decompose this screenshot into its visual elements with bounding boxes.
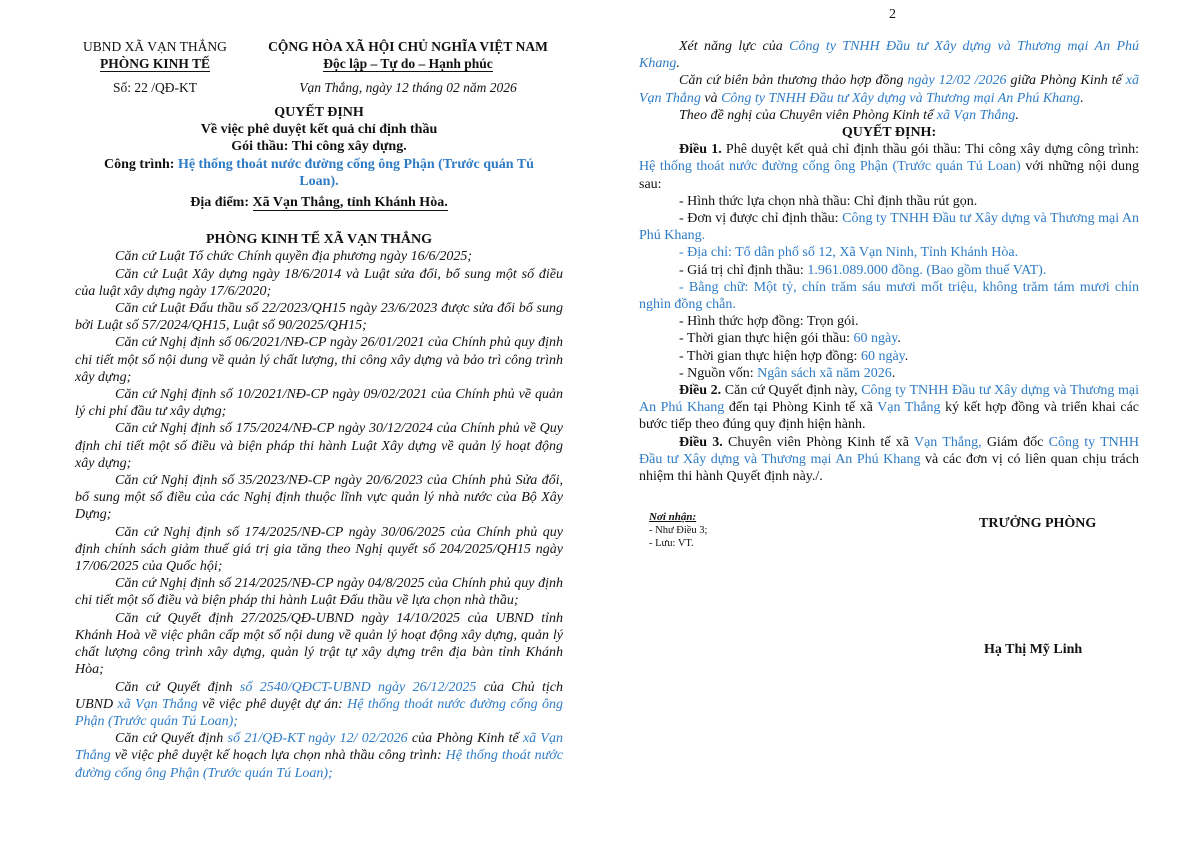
nation-name: CỘNG HÒA XÃ HỘI CHỦ NGHĨA VIỆT NAM <box>268 39 548 54</box>
basis-item: Căn cứ Nghị định số 35/2023/NĐ-CP ngày 20/6/2023 của Chính phủ Sửa đổi, bổ sung một số điều của các Nghị định thuộc lĩnh vực quản lý nhà nước của Bộ Xây Dựng; <box>75 473 563 523</box>
project-name: Hệ thống thoát nước đường cống ông Phận (Trước quán Tú Loan). <box>177 156 534 189</box>
minutes-basis: Căn cứ biên bản thương thảo hợp đồng ngày 12/02 /2026 giữa Phòng Kinh tế xã Vạn Thắng và Công ty TNHH Đầu tư Xây dựng và Thương mại An Phú Khang. <box>639 73 1139 106</box>
agency-block <box>75 38 235 97</box>
location-line: Địa điểm: Xã Vạn Thắng, tỉnh Khánh Hòa. <box>190 195 448 211</box>
basis-item: Căn cứ Luật Đấu thầu số 22/2023/QH15 ngày 23/6/2023 được sửa đổi bổ sung bởi Luật số 57/2024/QH15, Luật số 90/2025/QH15; <box>75 301 563 334</box>
doc-subject: Về việc phê duyệt kết quả chỉ định thầu <box>200 122 438 138</box>
recipient-item: - Lưu: VT. <box>649 538 694 550</box>
signer-name: Hạ Thị Mỹ Linh <box>984 642 1083 658</box>
basis-item-21: Căn cứ Quyết định số 21/QĐ-KT ngày 12/ 02/2026 của Phòng Kinh tế xã Vạn Thắng về việc phê duyệt kế hoạch lựa chọn nhà thầu công trình: Hệ thống thoát nước đường cống ông Phận (Trước quán Tú Loan); <box>75 731 563 781</box>
basis-item-2540: Căn cứ Quyết định số 2540/QĐCT-UBND ngày 26/12/2025 của Chủ tịch UBND xã Vạn Thắng về việc phê duyệt dự án: Hệ thống thoát nước đường cống ông Phận (Trước quán Tú Loan); <box>75 679 563 729</box>
signature-section <box>639 511 1139 671</box>
recipient-item: - Như Điều 3; <box>649 525 708 537</box>
left-page <box>75 0 563 782</box>
right-page <box>639 38 1139 671</box>
legal-bases <box>75 248 563 781</box>
contractor: - Đơn vị được chỉ định thầu: Công ty TNHH Đầu tư Xây dựng và Thương mại An Phú Khang. <box>639 211 1140 244</box>
recipients-title: Nơi nhận: <box>649 511 697 524</box>
project-line: Công trình: Hệ thống thoát nước đường cống ông Phận (Trước quán Tú Loan). <box>104 156 534 189</box>
page-number: 2 <box>889 7 896 22</box>
basis-item: Căn cứ Nghị định số 10/2021/NĐ-CP ngày 09/02/2021 của Chính phủ về quản lý chi phí đầu tư xây dựng; <box>75 387 563 420</box>
contract-duration: - Thời gian thực hiện hợp đồng: 60 ngày. <box>679 348 909 364</box>
nation-block <box>258 38 558 97</box>
basis-item: Căn cứ Nghị định số 06/2021/NĐ-CP ngày 26/01/2021 của Chính phủ quy định chi tiết một số nội dung về quản lý chất lượng, thi công xây dựng và bảo trì công trình xây dựng; <box>75 335 563 385</box>
capacity-basis: Xét năng lực của Công ty TNHH Đầu tư Xây dựng và Thương mại An Phú Khang. <box>639 39 1140 72</box>
department-name: PHÒNG KINH TẾ <box>99 56 211 72</box>
funding-source: - Nguồn vốn: Ngân sách xã năm 2026. <box>679 365 896 381</box>
document-header <box>75 38 563 134</box>
place-date: Vạn Thắng, ngày 12 tháng 02 năm 2026 <box>299 80 517 96</box>
value-in-words: - Bằng chữ: Một tỷ, chín trăm sáu mươi mốt triệu, không trăm tám mươi chín nghìn đồng chẵn. <box>639 279 1139 313</box>
contractor-address: - Địa chỉ: Tổ dân phố số 12, Xã Vạn Ninh, Tỉnh Khánh Hòa. <box>679 245 1019 261</box>
basis-item: Căn cứ Nghị định số 175/2024/NĐ-CP ngày 30/12/2024 của Chính phủ về Quy định chi tiết một số điều và biện pháp thi hành Luật Xây dựng về quản lý hoạt động xây dựng; <box>75 421 563 471</box>
basis-item: Căn cứ Luật Xây dựng ngày 18/6/2014 và Luật sửa đổi, bổ sung một số điều của luật xây dựng ngày 17/6/2020; <box>75 266 563 299</box>
package-name: Gói thầu: Thi công xây dựng. <box>231 139 407 155</box>
location: Xã Vạn Thắng, tỉnh Khánh Hòa. <box>252 195 448 211</box>
contract-value: - Giá trị chỉ định thầu: 1.961.089.000 đồng. (Bao gồm thuế VAT). <box>679 262 1047 278</box>
article-1: Điều 1. Phê duyệt kết quả chỉ định thầu gói thầu: Thi công xây dựng công trình: Hệ thống thoát nước đường cống ông Phận (Trước quán Tú Loan) với những nội dung sau: <box>639 142 1140 192</box>
decide-heading: QUYẾT ĐỊNH: <box>841 125 937 141</box>
national-motto: Độc lập – Tự do – Hạnh phúc <box>323 56 493 72</box>
article-3: Điều 3. Chuyên viên Phòng Kinh tế xã Vạn Thắng, Giám đốc Công ty TNHH Đầu tư Xây dựng và Thương mại An Phú Khang và các đơn vị có liên quan chịu trách nhiệm thi hành Quyết định này./. <box>639 434 1139 485</box>
article-2: Điều 2. Căn cứ Quyết định này, Công ty TNHH Đầu tư Xây dựng và Thương mại An Phú Khang đến tại Phòng Kinh tế xã Vạn Thắng ký kết hợp đồng và triển khai các bước tiếp theo đúng quy định hiện hành. <box>639 383 1139 433</box>
doc-type: QUYẾT ĐỊNH <box>274 105 364 120</box>
contract-form: - Hình thức hợp đồng: Trọn gói. <box>679 314 859 330</box>
document-number: Số: 22 /QĐ-KT <box>113 80 197 96</box>
selection-form: - Hình thức lựa chọn nhà thầu: Chỉ định thầu rút gọn. <box>679 193 978 209</box>
package-duration: - Thời gian thực hiện gói thầu: 60 ngày. <box>679 331 901 347</box>
basis-item: Căn cứ Luật Tổ chức Chính quyền địa phương ngày 16/6/2025; <box>115 249 473 265</box>
chief-title: TRƯỞNG PHÒNG <box>979 516 1097 532</box>
basis-item: Căn cứ Nghị định số 174/2025/NĐ-CP ngày 30/06/2025 của Chính phủ quy định chính sách giảm thuế giá trị gia tăng theo Nghị quyết số 204/2025/QH15 ngày 17/06/2025 của Quốc hội; <box>75 524 563 575</box>
basis-item: Căn cứ Quyết định 27/2025/QĐ-UBND ngày 14/10/2025 của UBND tỉnh Khánh Hoà về việc phân cấp một số nội dung về quản lý hoạt động xây dựng, quản lý chất lượng công trình xây dựng, quản lý trật tự xây dựng trên địa bàn tỉnh Khánh Hòa; <box>75 610 563 678</box>
proposal-basis: Theo đề nghị của Chuyên viên Phòng Kinh tế xã Vạn Thắng. <box>679 107 1019 123</box>
agency-name: UBND XÃ VẠN THẮNG <box>83 39 227 54</box>
recipients <box>649 511 707 550</box>
basis-item: Căn cứ Nghị định số 214/2025/NĐ-CP ngày 04/8/2025 của Chính phủ quy định chi tiết một số điều và biện pháp thi hành Luật Đấu thầu về lựa chọn nhà thầu; <box>75 576 563 609</box>
issuer: PHÒNG KINH TẾ XÃ VẠN THẮNG <box>206 232 432 248</box>
